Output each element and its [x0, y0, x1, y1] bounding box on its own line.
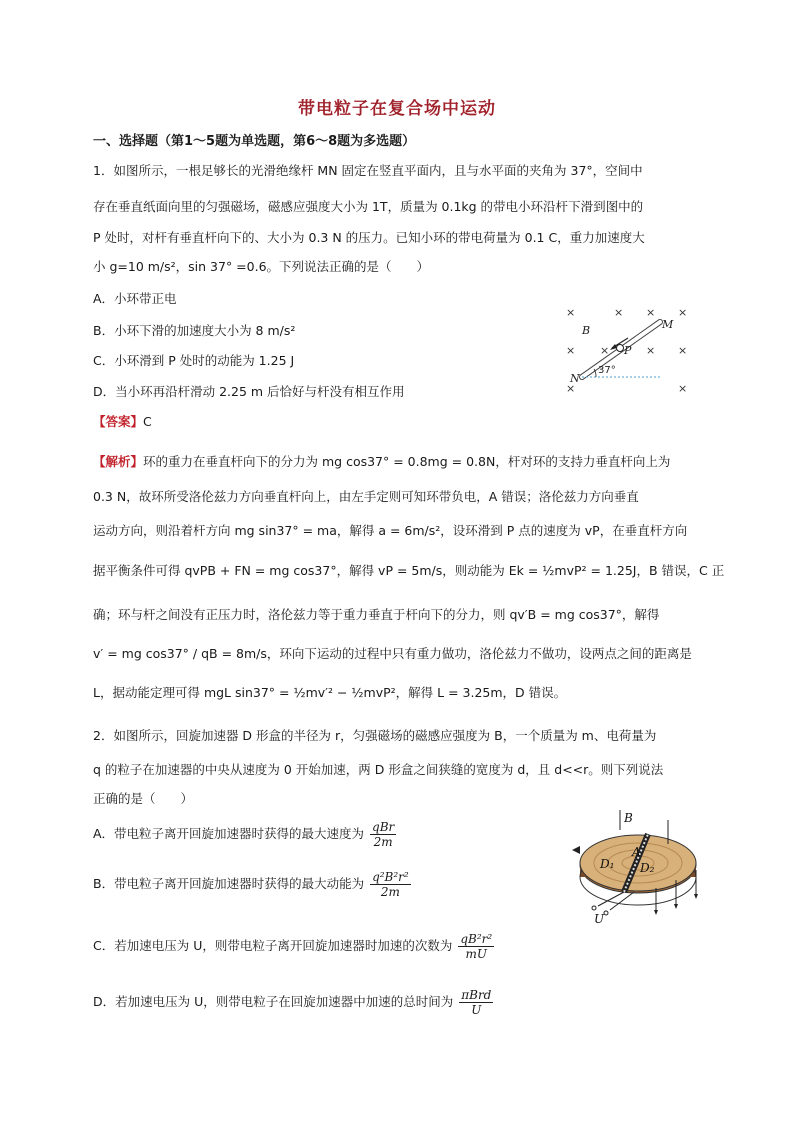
field-mark: × — [566, 306, 576, 319]
q1-analysis-line-7: L，据动能定理可得 mgL sin37° = ½mv′² − ½mvP²，解得 L = 3.25m，D 错误。 — [93, 685, 567, 700]
label-b2: B — [624, 811, 633, 825]
svg-text:×: × — [600, 344, 610, 357]
q1-analysis-line-4: 据平衡条件可得 qvPB + FN = mg cos37°，解得 vP = 5m/s，则动能为 Ek = ½mvP² = 1.25J，B 错误，C 正 — [93, 563, 725, 578]
q1-analysis-line-3: 运动方向，则沿着杆方向 mg sin37° = ma，解得 a = 6m/s²，设环滑到 P 点的速度为 vP，在垂直杆方向 — [93, 523, 688, 538]
q2-figure — [568, 810, 708, 925]
analysis-tag: 【解析】 — [93, 454, 144, 469]
q1-analysis-line-5: 确；环与杆之间没有正压力时，洛伦兹力等于重力垂直于杆向下的分力，则 qv′B = mg cos37°，解得 — [93, 607, 660, 622]
q1-line-3: P 处时，对杆有垂直杆向下的、大小为 0.3 N 的压力。已知小环的带电荷量为 0.1 C，重力加速度大 — [93, 230, 645, 245]
label-p: P — [624, 344, 632, 357]
q1-line-1: 1．如图所示，一根足够长的光滑绝缘杆 MN 固定在竖直平面内，且与水平面的夹角为 37°，空间中 — [93, 163, 643, 178]
q1-analysis-line-1 — [93, 453, 670, 471]
label-d1: D₁ — [600, 857, 615, 871]
label-n: N — [570, 372, 580, 385]
svg-text:×: × — [678, 306, 688, 319]
svg-text:×: × — [566, 382, 576, 395]
label-m: M — [662, 318, 674, 331]
label-angle: 37° — [598, 365, 616, 376]
analysis-text: 环的重力在垂直杆向下的分力为 mg cos37° = 0.8mg = 0.8N，杆对环的支持力垂直杆向上为 — [143, 454, 671, 469]
svg-text:×: × — [646, 306, 656, 319]
q2-line-2: q 的粒子在加速器的中央从速度为 0 开始加速，两 D 形盒之间狭缝的宽度为 d，且 d<<r。则下列说法 — [93, 762, 664, 777]
q1-option-d: D．当小环再沿杆滑动 2.25 m 后恰好与杆没有相互作用 — [93, 384, 405, 399]
svg-text:×: × — [566, 344, 576, 357]
label-a: A — [632, 845, 641, 859]
q1-option-b: B．小环下滑的加速度大小为 8 m/s² — [93, 323, 296, 338]
label-d2: D₂ — [640, 861, 655, 875]
q1-option-a: A．小环带正电 — [93, 291, 177, 306]
answer-tag: 【答案】 — [93, 414, 144, 429]
svg-text:×: × — [646, 344, 656, 357]
q1-line-4: 小 g=10 m/s²，sin 37° =0.6。下列说法正确的是（ ） — [93, 259, 430, 274]
q1-analysis-line-2: 0.3 N，故环所受洛伦兹力方向垂直杆向上，由左手定则可知环带负电，A 错误；洛伦兹力方向垂直 — [93, 489, 639, 504]
frac-b: $\frac{\text{q²B²r²}}{2m}$ — [372, 870, 409, 899]
q2-option-d: D．若加速电压为 U，则带电粒子在回旋加速器中加速的总时间为 $\frac{\text{πBrd}}{U}$ — [93, 988, 492, 1017]
label-u: U — [594, 912, 605, 925]
q2-option-c: C．若加速电压为 U，则带电粒子离开回旋加速器时加速的次数为 $\frac{\text{qB²r²}}{mU}$ — [93, 932, 493, 961]
answer-value: C — [143, 414, 152, 429]
q2-option-b: B．带电粒子离开回旋加速器时获得的最大动能为 $\frac{\text{q²B²r²}}{2m}$ — [93, 870, 409, 899]
svg-text:×: × — [678, 382, 688, 395]
frac-a: $\frac{\text{qBr}}{2m}$ — [372, 820, 395, 849]
label-b: B — [582, 324, 591, 337]
frac-d: $\frac{\text{πBrd}}{U}$ — [461, 988, 492, 1017]
q1-analysis-line-6: v′ = mg cos37° / qB = 8m/s，环向下运动的过程中只有重力做功，洛伦兹力不做功，设两点之间的距离是 — [93, 646, 692, 661]
svg-text:×: × — [678, 344, 688, 357]
q1-answer — [93, 413, 152, 431]
svg-text:×: × — [614, 306, 624, 319]
q2-line-3: 正确的是（ ） — [93, 791, 194, 806]
q2-line-1: 2．如图所示，回旋加速器 D 形盒的半径为 r，匀强磁场的磁感应强度为 B，一个质量为 m、电荷量为 — [93, 728, 657, 743]
page-title: 带电粒子在复合场中运动 — [298, 99, 496, 119]
section-heading: 一、选择题（第1～5题为单选题，第6～8题为多选题） — [93, 134, 416, 149]
q1-line-2: 存在垂直纸面向里的匀强磁场，磁感应强度大小为 1T，质量为 0.1kg 的带电小环沿杆下滑到图中的 — [93, 199, 644, 214]
q2-option-a: A．带电粒子离开回旋加速器时获得的最大速度为 $\frac{\text{qBr}}{2m}$ — [93, 820, 395, 849]
q1-option-c: C．小环滑到 P 处时的动能为 1.25 J — [93, 353, 295, 368]
frac-c: $\frac{\text{qB²r²}}{mU}$ — [460, 932, 493, 961]
q1-figure — [560, 300, 700, 400]
